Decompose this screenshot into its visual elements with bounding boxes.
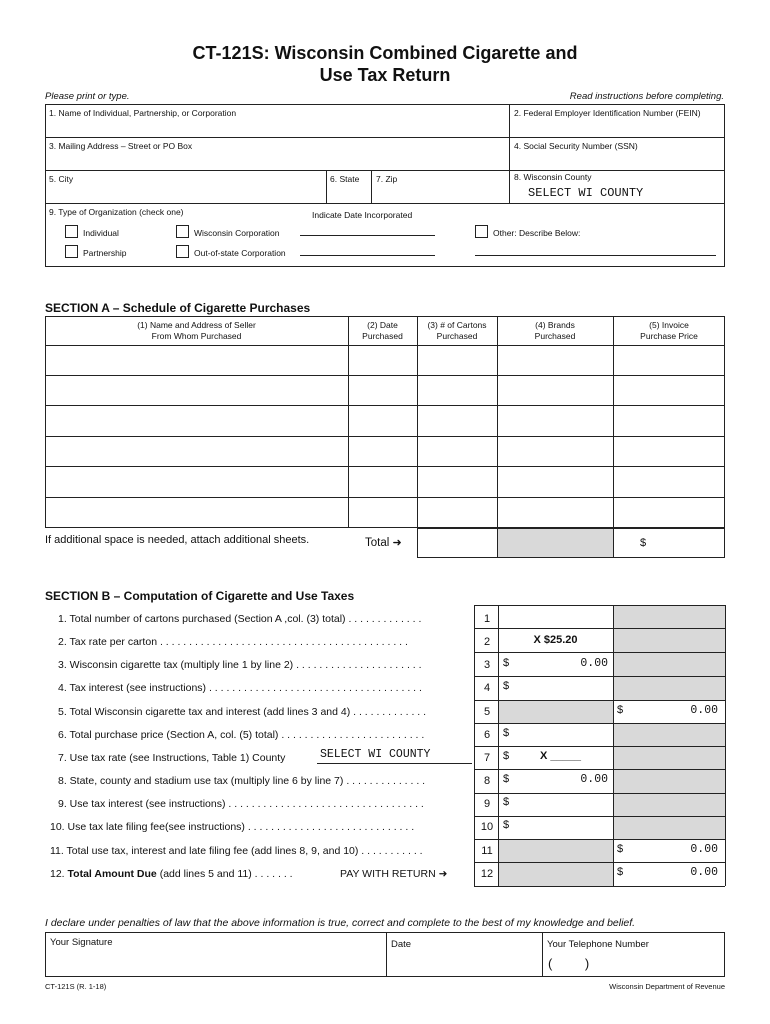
line-num-2: 2: [483, 636, 491, 648]
line-num-5: 5: [483, 706, 491, 718]
line-num-4: 4: [483, 682, 491, 694]
col3-header-line2: Purchased: [436, 331, 478, 341]
total-cartons-field[interactable]: [417, 528, 498, 558]
ssn-field[interactable]: 4. Social Security Number (SSN): [514, 141, 638, 151]
print-note: Please print or type.: [45, 91, 130, 102]
line7-rate[interactable]: X _____: [540, 750, 581, 762]
incorporated-label: Indicate Date Incorporated: [312, 210, 413, 220]
individual-label: Individual: [83, 228, 119, 238]
pay-with-return: [340, 868, 447, 880]
line3-value[interactable]: 0.00: [580, 657, 608, 670]
line7-label: 7. Use tax rate (see Instructions, Table 1) County: [58, 752, 286, 764]
line11-label: 11. Total use tax, interest and late filing fee (add lines 8, 9, and 10) . . . . . . . . . . .: [50, 845, 423, 857]
line2-label: 2. Tax rate per carton . . . . . . . . . . . . . . . . . . . . . . . . . . . . . . . . . . . . . . . . . . .: [58, 636, 408, 648]
line-num-11: 11: [481, 845, 493, 857]
additional-sheets-note: If additional space is needed, attach additional sheets.: [45, 534, 310, 546]
line-num-8: 8: [483, 775, 491, 787]
line11-dollar: $: [617, 843, 624, 855]
line9-dollar: $: [503, 796, 510, 808]
out-corp-label: Out-of-state Corporation: [194, 248, 286, 258]
line10-dollar: $: [503, 819, 510, 831]
line2-rate: X $25.20: [533, 634, 578, 646]
line-num-1: 1: [483, 613, 491, 625]
line12-rest: (add lines 5 and 11) . . . . . . .: [159, 868, 293, 880]
line11-value[interactable]: 0.00: [690, 843, 718, 856]
row-divider: [474, 723, 725, 724]
col3-header-line1: (3) # of Cartons: [427, 320, 487, 330]
line-num-6: 6: [483, 729, 491, 741]
line4-dollar: $: [503, 680, 510, 692]
row-divider: [474, 700, 725, 701]
row-divider: [474, 793, 725, 794]
partnership-checkbox[interactable]: [65, 245, 78, 258]
col2-header-line1: (2) Date: [367, 320, 398, 330]
line8-label: 8. State, county and stadium use tax (multiply line 6 by line 7) . . . . . . . . . . . . . .: [58, 775, 426, 787]
org-type-label: 9. Type of Organization (check one): [49, 207, 184, 217]
shaded-line6-10: [613, 723, 725, 839]
line9-label: 9. Use tax interest (see instructions) . . . . . . . . . . . . . . . . . . . . . . . . . . . . . . . . . .: [58, 798, 424, 810]
col5-header-line2: Purchase Price: [640, 331, 698, 341]
col2-header: [348, 320, 417, 342]
col2-header-line2: Purchased: [362, 331, 403, 341]
other-checkbox[interactable]: [475, 225, 488, 238]
line1-label: 1. Total number of cartons purchased (Section A ,col. (3) total) . . . . . . . . . . . . .: [58, 613, 422, 625]
form-title-line2: Use Tax Return: [319, 65, 451, 85]
line-num-9: 9: [483, 798, 491, 810]
line7-dollar: $: [503, 750, 510, 762]
other-describe-line[interactable]: [475, 255, 716, 256]
out-corp-checkbox[interactable]: [176, 245, 189, 258]
wi-corp-label: Wisconsin Corporation: [194, 228, 280, 238]
row-divider: [474, 816, 725, 817]
line6-dollar: $: [503, 727, 510, 739]
out-corp-date-line[interactable]: [300, 255, 435, 256]
arrow-right-icon: ➜: [392, 537, 402, 549]
line8-dollar: $: [503, 773, 510, 785]
total-label-text: Total: [365, 537, 390, 549]
line4-label: 4. Tax interest (see instructions) . . . . . . . . . . . . . . . . . . . . . . . . . . . . . . . . . . . . .: [58, 682, 422, 694]
col3-header: [417, 320, 497, 342]
line-num-7: 7: [483, 752, 491, 764]
col4-header-line2: Purchased: [534, 331, 576, 341]
row-divider: [474, 746, 725, 747]
line1-input[interactable]: [498, 609, 613, 631]
line-num-3: 3: [483, 659, 491, 671]
line3-dollar: $: [503, 657, 510, 669]
wi-corp-date-line[interactable]: [300, 235, 435, 236]
line7-county-underline: [317, 763, 472, 764]
col1-header: [45, 320, 348, 342]
section-a-title: SECTION A – Schedule of Cigarette Purchases: [45, 301, 311, 315]
row-divider: [474, 862, 725, 863]
col1-header-line1: (1) Name and Address of Seller: [137, 320, 256, 330]
line12-dollar: $: [617, 866, 624, 878]
row-divider: [474, 769, 725, 770]
phone-label: Your Telephone Number: [547, 939, 649, 950]
fein-field[interactable]: 2. Federal Employer Identification Number (FEIN): [514, 108, 701, 118]
date-field[interactable]: Date: [391, 939, 412, 950]
individual-checkbox[interactable]: [65, 225, 78, 238]
pay-with-return-text: PAY WITH RETURN: [340, 868, 436, 880]
form-title-line1: CT-121S: Wisconsin Combined Cigarette and: [192, 43, 578, 63]
line12-number: 12.: [50, 868, 65, 880]
col1-header-line2: From Whom Purchased: [151, 331, 242, 341]
line12-label: [50, 868, 293, 880]
col5-header: [613, 320, 725, 342]
col5-header-line1: (5) Invoice: [649, 320, 689, 330]
line12-bold-text: Total Amount Due: [67, 868, 157, 880]
wi-corp-checkbox[interactable]: [176, 225, 189, 238]
total-label: [365, 536, 402, 549]
read-note: Read instructions before completing.: [569, 91, 724, 102]
shaded-line5: [498, 700, 614, 723]
line5-dollar: $: [617, 704, 624, 716]
line5-value[interactable]: 0.00: [690, 704, 718, 717]
total-dollar-sign: $: [640, 537, 647, 549]
name-field[interactable]: 1. Name of Individual, Partnership, or Corporation: [49, 108, 237, 118]
address-field[interactable]: 3. Mailing Address – Street or PO Box: [49, 141, 193, 151]
county-select[interactable]: SELECT WI COUNTY: [528, 186, 644, 200]
col4-header: [497, 320, 613, 342]
line5-label: 5. Total Wisconsin cigarette tax and interest (add lines 3 and 4) . . . . . . . . . . . . .: [58, 706, 427, 718]
section-b-title: SECTION B – Computation of Cigarette and Use Taxes: [45, 589, 355, 603]
zip-field[interactable]: 7. Zip: [376, 174, 398, 184]
line8-value[interactable]: 0.00: [580, 773, 608, 786]
declaration-text: I declare under penalties of law that the above information is true, correct and complete to the best of my knowledge and belief.: [45, 917, 636, 929]
col4-header-line1: (4) Brands: [535, 320, 575, 330]
county-label: 8. Wisconsin County: [514, 172, 592, 182]
line6-label: 6. Total purchase price (Section A, col. (5) total) . . . . . . . . . . . . . . . . . . . . . . . . .: [58, 729, 425, 741]
row-divider: [474, 839, 725, 840]
row-divider: [474, 652, 725, 653]
line10-label: 10. Use tax late filing fee(see instructions) . . . . . . . . . . . . . . . . . . . . . . . . . . . . .: [50, 821, 415, 833]
line7-county-select[interactable]: SELECT WI COUNTY: [320, 748, 431, 761]
line12-value[interactable]: 0.00: [690, 866, 718, 879]
line3-label: 3. Wisconsin cigarette tax (multiply line 1 by line 2) . . . . . . . . . . . . . . . . . . . . . .: [58, 659, 422, 671]
arrow-right-icon: ➜: [438, 868, 448, 880]
state-field[interactable]: 6. State: [330, 174, 360, 184]
department-name: Wisconsin Department of Revenue: [609, 982, 725, 991]
city-field[interactable]: 5. City: [49, 174, 74, 184]
total-shaded-cell: [498, 528, 614, 558]
line-num-10: 10: [480, 821, 494, 833]
total-price-field[interactable]: [613, 528, 725, 558]
phone-field[interactable]: ( ): [548, 956, 590, 971]
partnership-label: Partnership: [83, 248, 127, 258]
form-id: CT-121S (R. 1-18): [45, 982, 107, 991]
row-divider: [474, 676, 725, 677]
other-label: Other: Describe Below:: [493, 228, 581, 238]
line-num-12: 12: [480, 868, 494, 880]
signature-field[interactable]: Your Signature: [50, 937, 113, 948]
